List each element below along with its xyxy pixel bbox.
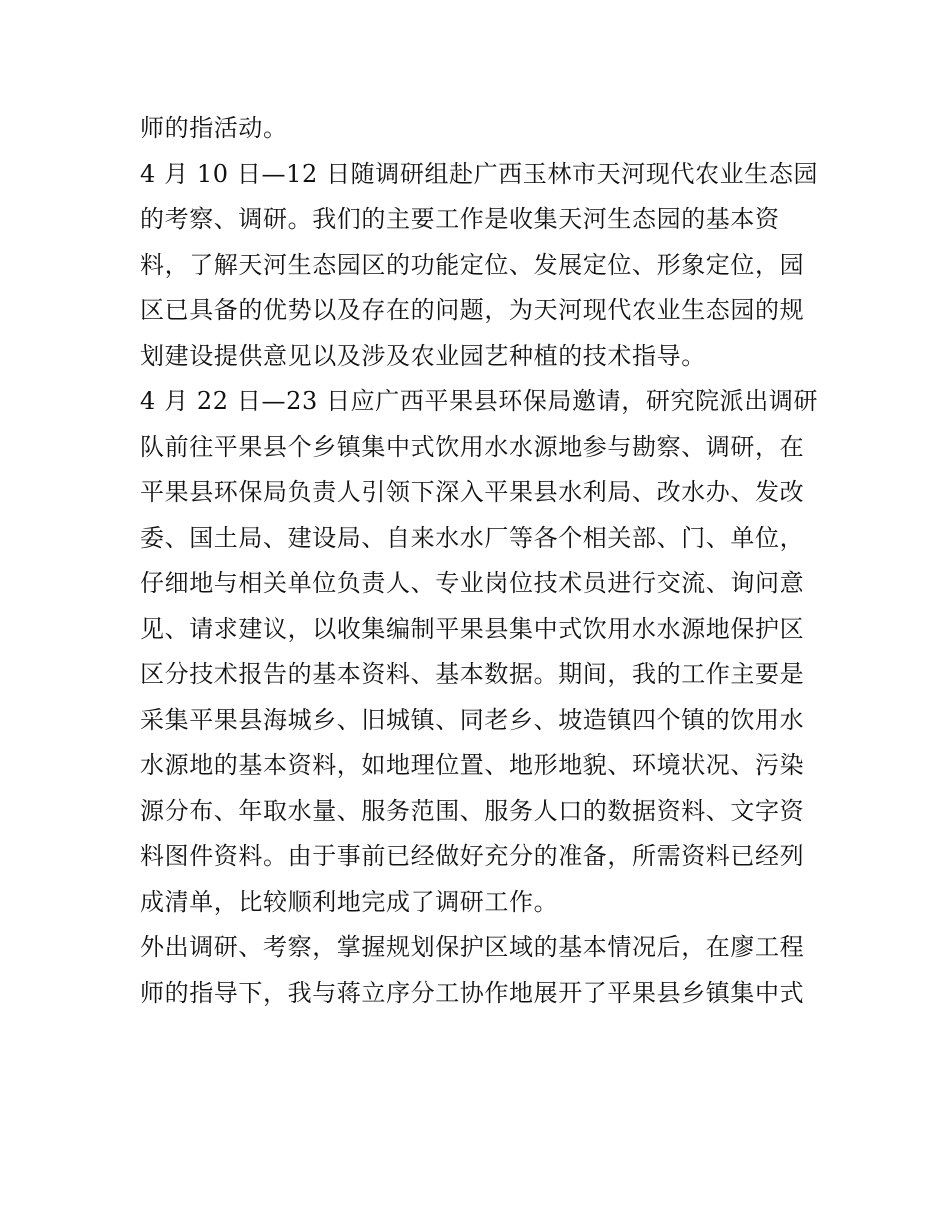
text-line: 区分技术报告的基本资料、基本数据。期间，我的工作主要是 xyxy=(140,660,805,688)
text-line: 料，了解天河生态园区的功能定位、发展定位、形象定位，园 xyxy=(140,250,805,279)
document-body xyxy=(140,106,820,1016)
text-line: 4 月 22 日—23 日应广西平果县环保局邀请，研究院派出调研 xyxy=(140,387,819,415)
text-line: 的考察、调研。我们的主要工作是收集天河生态园的基本资 xyxy=(140,205,780,233)
text-line: 师的指活动。 xyxy=(140,114,288,142)
text-line: 外出调研、考察，掌握规划保护区域的基本情况后，在廖工程 xyxy=(140,933,805,961)
text-line: 采集平果县海城乡、旧城镇、同老乡、坡造镇四个镇的饮用水 xyxy=(140,705,805,734)
text-line: 见、请求建议，以收集编制平果县集中式饮用水水源地保护区 xyxy=(140,614,805,643)
text-line: 区已具备的优势以及存在的问题，为天河现代农业生态园的规 xyxy=(140,296,805,324)
text-line: 委、国土局、建设局、自来水水厂等各个相关部、门、单位， xyxy=(140,523,805,552)
text-line: 师的指导下，我与蒋立序分工协作地展开了平果县乡镇集中式 xyxy=(140,978,805,1007)
text-line: 水源地的基本资料，如地理位置、地形地貌、环境状况、污染 xyxy=(140,751,805,779)
text-line: 平果县环保局负责人引领下深入平果县水利局、改水办、发改 xyxy=(140,478,805,506)
text-line: 划建设提供意见以及涉及农业园艺种植的技术指导。 xyxy=(140,341,706,370)
text-line: 源分布、年取水量、服务范围、服务人口的数据资料、文字资 xyxy=(140,796,805,825)
text-line: 成清单，比较顺利地完成了调研工作。 xyxy=(140,887,559,916)
text-line: 仔细地与相关单位负责人、专业岗位技术员进行交流、询问意 xyxy=(140,569,805,597)
text-line: 4 月 10 日—12 日随调研组赴广西玉林市天河现代农业生态园 xyxy=(140,159,819,188)
text-line: 料图件资料。由于事前已经做好充分的准备，所需资料已经列 xyxy=(140,842,805,870)
text-line: 队前往平果县个乡镇集中式饮用水水源地参与勘察、调研，在 xyxy=(140,432,805,461)
